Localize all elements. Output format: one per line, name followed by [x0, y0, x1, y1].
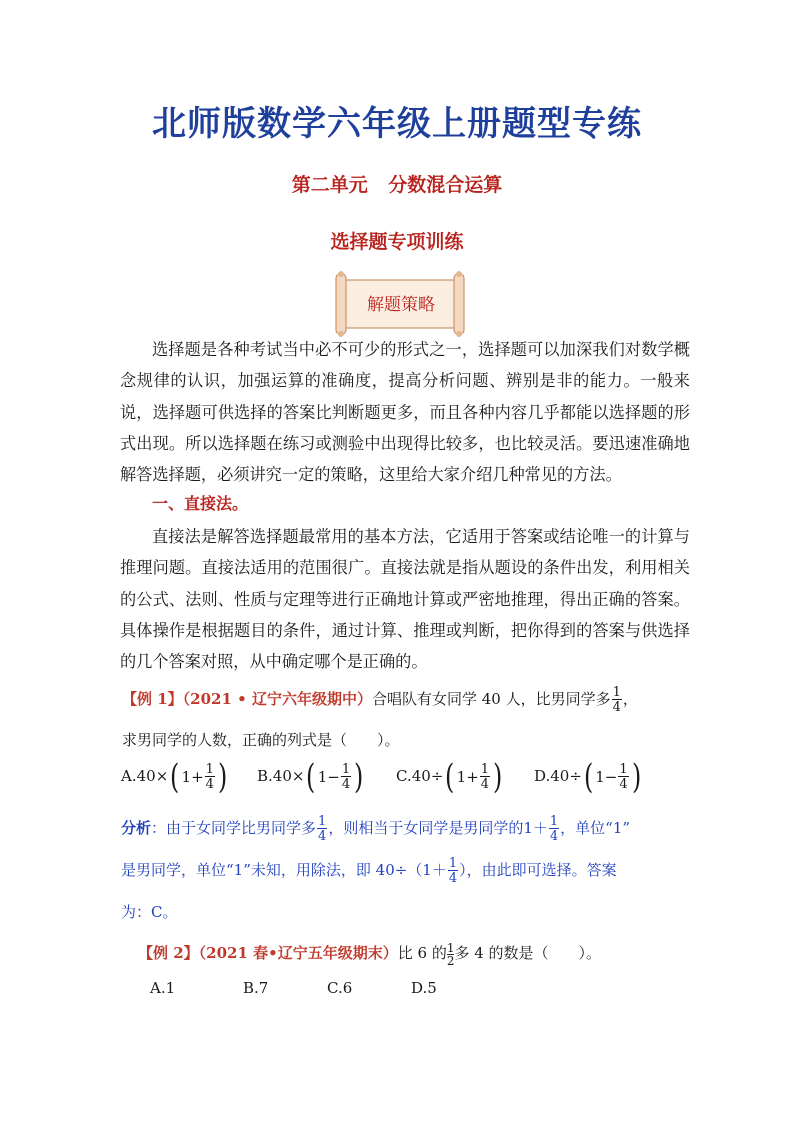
option-b[interactable]: B.40× ( 1 − $\frac{1}{4}$ ) [257, 757, 364, 797]
page-title: 北师版数学六年级上册题型专练 [152, 104, 642, 144]
method-heading: 一、直接法。 [152, 494, 249, 513]
option-c[interactable]: C.40÷ ( 1 + $\frac{1}{4}$ ) [396, 757, 503, 797]
example2-option-d[interactable]: D.5 [411, 979, 437, 997]
section-title: 选择题专项训练 [330, 231, 464, 253]
example2-source: （2021 春•辽宁五年级期末） [198, 944, 398, 962]
example1-line1: 【例 1】（2021 • 辽宁六年级期中）合唱队有女同学 40 人，比男同学多 $\frac{1}{4}$ ， [122, 685, 638, 715]
example2-line1: 【例 2】（2021 春•辽宁五年级期末）比 6 的 $\frac{1}{2}$ 多 4 的数是（ ）。 [138, 940, 602, 968]
intro-paragraph: 选择题是各种考试当中必不可少的形式之一，选择题可以加深我们对数学概念规律的认识，加强运算的准确度，提高分析问题、辨别是非的能力。一般来说，选择题可供选择的答案比判断题更多，而且各种内容几乎都能以选择题的形式出现。所以选择题在练习或测验中出现得比较多，也比较灵活。要迅速准确地解答选择题，必须讲究一定的策略，这里给大家介绍几种常见的方法。 [120, 340, 690, 485]
fraction-one-half: $\frac{1}{2}$ [446, 940, 455, 968]
example2-option-a[interactable]: A.1 [150, 979, 176, 997]
analysis-line2: 是男同学，单位“1”未知，用除法，即 40÷（1＋ $\frac{1}{4}$ ），由此即可选择。答案 [121, 856, 617, 886]
analysis-tag: 分析 [121, 819, 152, 837]
example1-line2: 求男同学的人数，正确的列式是（ ）。 [122, 731, 400, 749]
analysis-line1: 分析：由于女同学比男同学多 $\frac{1}{4}$ ，则相当于女同学是男同学的1＋ $\frac{1}{4}$ ，单位“1” [121, 814, 631, 844]
option-d[interactable]: D.40÷ ( 1 − $\frac{1}{4}$ ) [534, 757, 641, 797]
unit-subtitle: 第二单元 分数混合运算 [291, 174, 503, 196]
scroll-label: 解题策略 [367, 295, 435, 315]
example1-source: （2021 • 辽宁六年级期中） [182, 690, 372, 708]
analysis-line3: 为：C。 [121, 903, 178, 921]
example1-question: 合唱队有女同学 40 人，比男同学多 [371, 690, 611, 708]
example1-tag: 【例 1】 [122, 690, 183, 708]
method-paragraph: 直接法是解答选择题最常用的基本方法，它适用于答案或结论唯一的计算与推理问题。直接法适用的范围很广。直接法就是指从题设的条件出发，利用相关的公式、法则、性质与定理等进行正确地计算或严密地推理，得出正确的答案。具体操作是根据题目的条件，通过计算、推理或判断，把你得到的答案与供选择的几个答案对照，从中确定哪个是正确的。 [120, 527, 690, 672]
option-a[interactable]: A.40× ( 1 + $\frac{1}{4}$ ) [121, 757, 228, 797]
fraction-one-quarter: $\frac{1}{4}$ [612, 685, 621, 715]
example2-option-c[interactable]: C.6 [327, 979, 353, 997]
example2-option-b[interactable]: B.7 [243, 979, 269, 997]
example2-tag: 【例 2】 [138, 944, 199, 962]
